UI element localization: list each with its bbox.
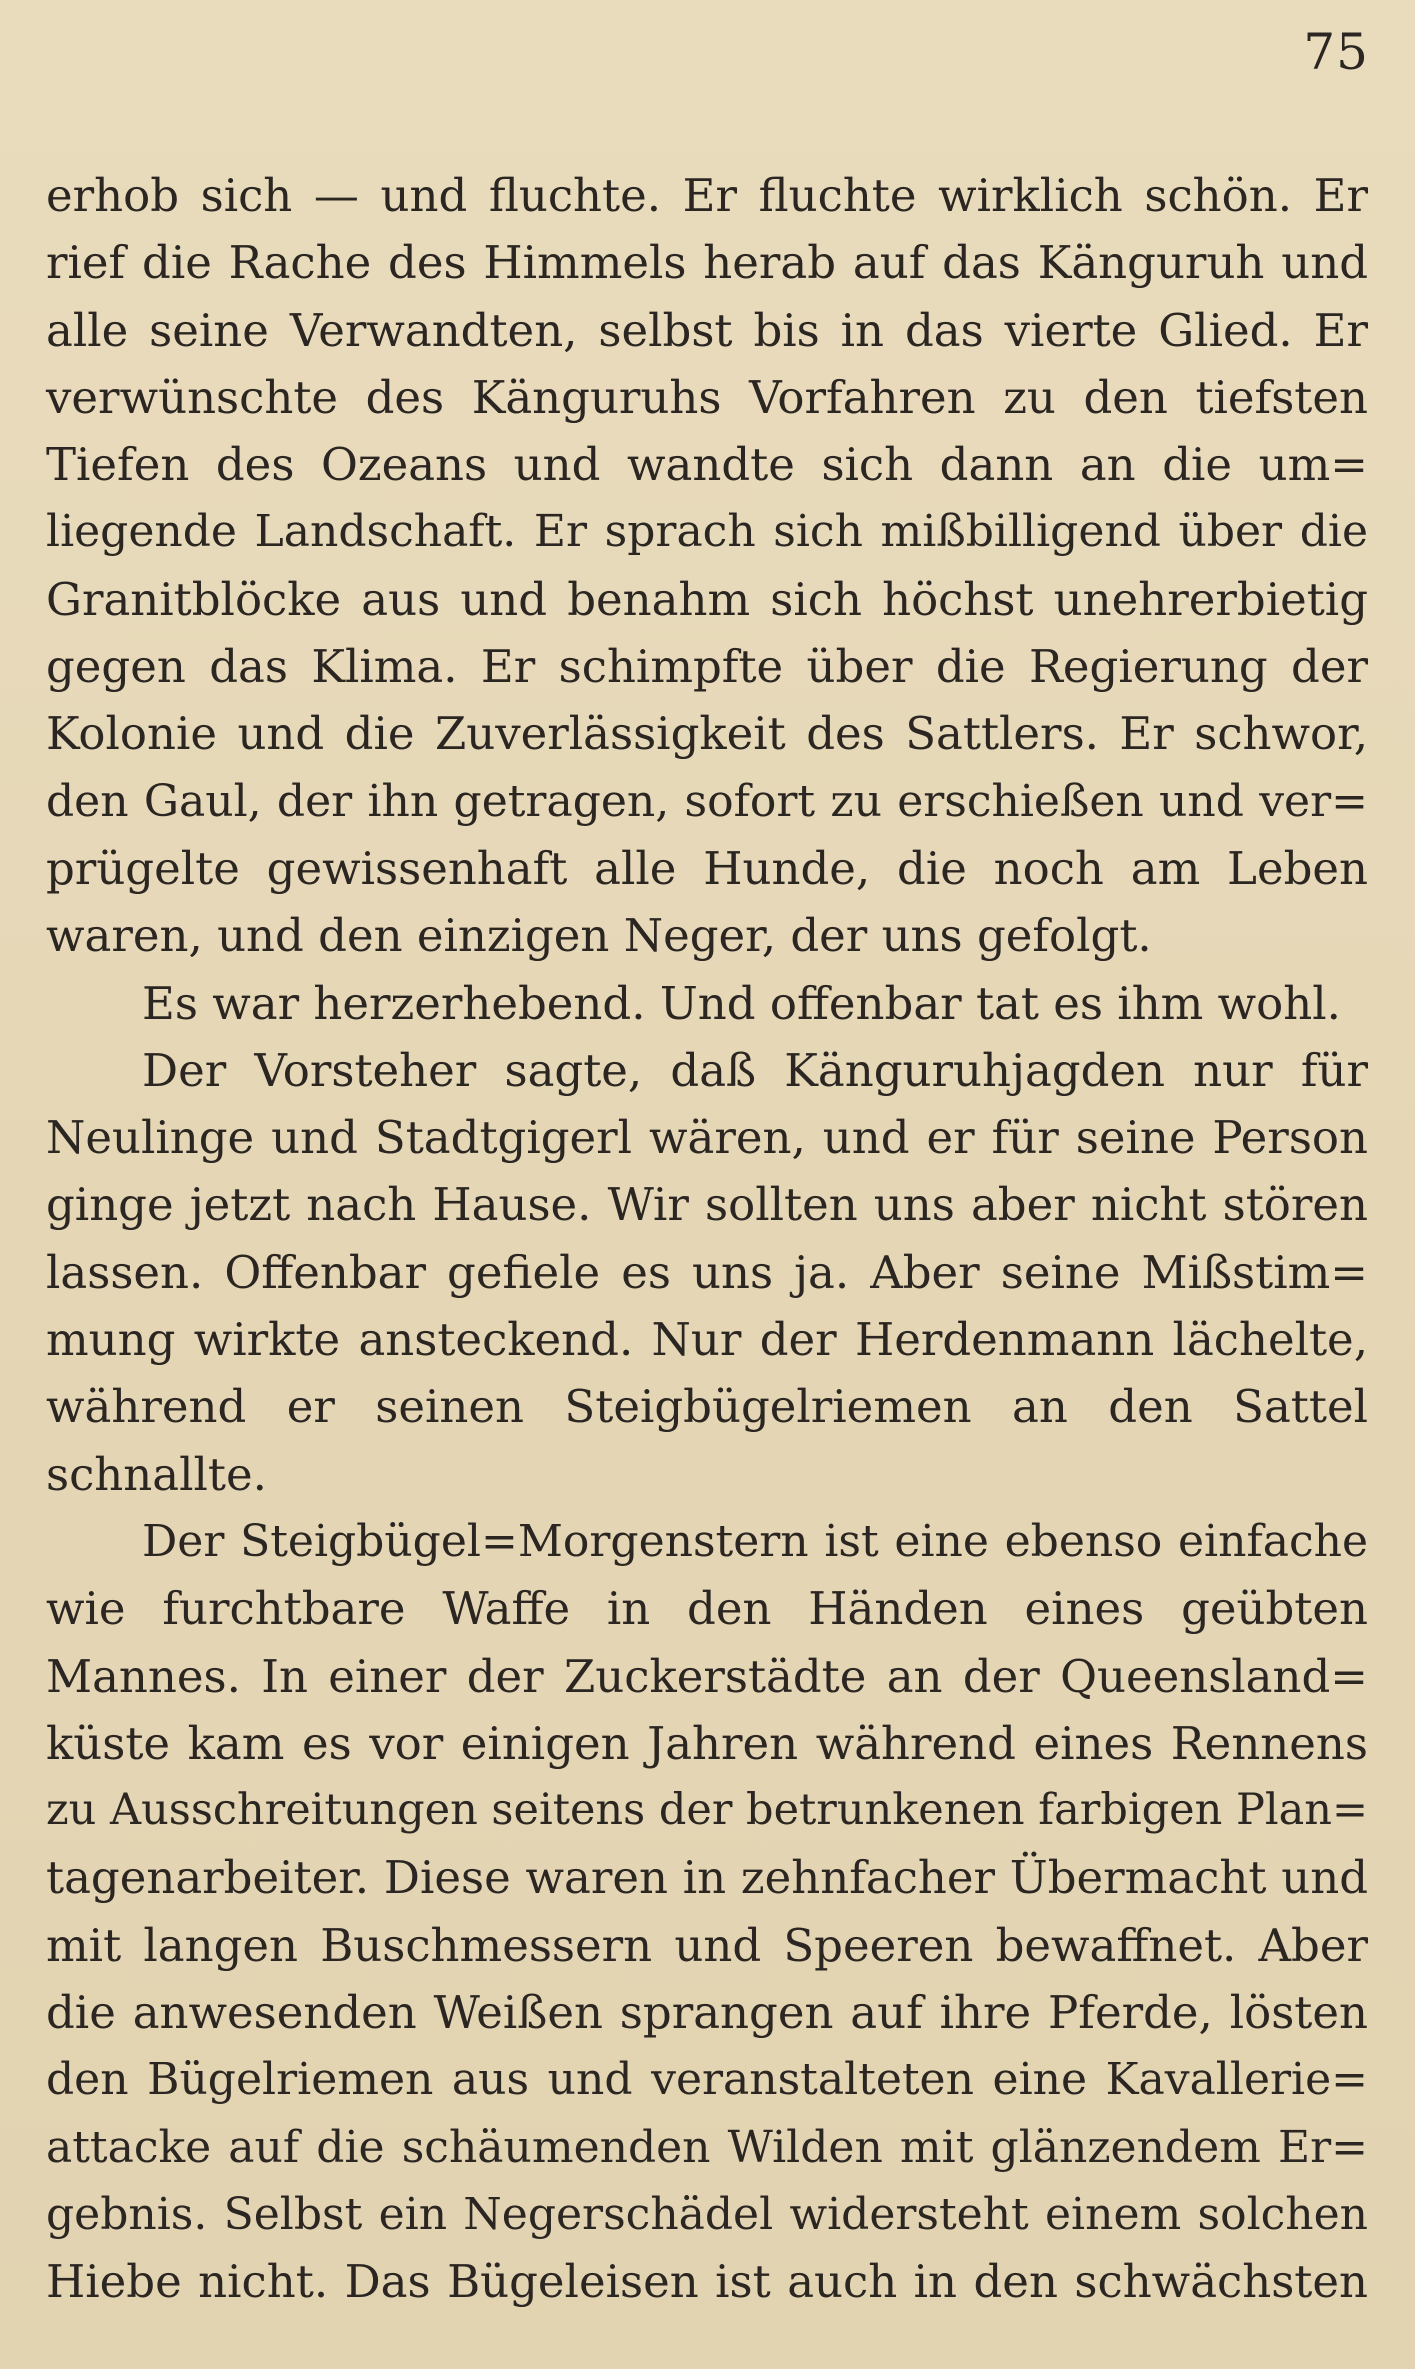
text-line: liegende Landschaft. Er sprach sich mißbilligend über die bbox=[46, 506, 1368, 558]
text-line: schnallte. bbox=[46, 1447, 267, 1501]
text-line: Hiebe nicht. Das Bügeleisen ist auch in den schwächsten bbox=[46, 2255, 1368, 2309]
text-line: ginge jetzt nach Hause. Wir sollten uns aber nicht stören bbox=[46, 1178, 1368, 1232]
text-line: prügelte gewissenhaft alle Hunde, die noch am Leben bbox=[46, 841, 1368, 895]
text-line: den Bügelriemen aus und veranstalteten eine Kavallerie= bbox=[46, 2054, 1368, 2106]
paragraph-start-line: Es war herzerhebend. Und offenbar tat es ihm wohl. bbox=[142, 976, 1341, 1030]
text-line: tagenarbeiter. Diese waren in zehnfacher Übermacht und bbox=[46, 1851, 1368, 1905]
text-line: lassen. Offenbar gefiele es uns ja. Aber seine Mißstim= bbox=[46, 1245, 1368, 1299]
paragraph-start-line: Der Vorsteher sagte, daß Känguruhjagden nur für bbox=[142, 1043, 1368, 1097]
text-line: wie furchtbare Waffe in den Händen eines geübten bbox=[46, 1582, 1368, 1636]
text-line: rief die Rache des Himmels herab auf das Känguruh und bbox=[46, 236, 1368, 290]
text-line: Kolonie und die Zuverlässigkeit des Sattlers. Er schwor, bbox=[46, 707, 1368, 761]
text-line: erhob sich — und fluchte. Er fluchte wirklich schön. Er bbox=[46, 169, 1368, 222]
text-line: küste kam es vor einigen Jahren während eines Rennens bbox=[46, 1716, 1368, 1770]
text-line: zu Ausschreitungen seitens der betrunkenen farbigen Plan= bbox=[46, 1785, 1369, 1836]
text-line: verwünschte des Känguruhs Vorfahren zu den tiefsten bbox=[46, 370, 1368, 424]
text-line: Mannes. In einer der Zuckerstädte an der Queensland= bbox=[46, 1649, 1368, 1703]
text-line: alle seine Verwandten, selbst bis in das vierte Glied. Er bbox=[46, 303, 1368, 357]
text-line: den Gaul, der ihn getragen, sofort zu erschießen und ver= bbox=[46, 775, 1368, 827]
text-line: Tiefen des Ozeans und wandte sich dann an die um= bbox=[46, 438, 1368, 492]
paragraph-start-line: Der Steigbügel=Morgenstern ist eine ebenso einfache bbox=[142, 1515, 1368, 1567]
text-line: gegen das Klima. Er schimpfte über die Regierung der bbox=[46, 640, 1368, 694]
text-line: Neulinge und Stadtgigerl wären, und er für seine Person bbox=[46, 1111, 1368, 1165]
text-line: während er seinen Steigbügelriemen an den Sattel bbox=[46, 1380, 1368, 1434]
text-line: mit langen Buschmessern und Speeren bewaffnet. Aber bbox=[46, 1918, 1368, 1972]
page-number: 75 bbox=[1303, 23, 1369, 81]
text-line: waren, und den einzigen Neger, der uns gefolgt. bbox=[46, 909, 1152, 963]
text-line: die anwesenden Weißen sprangen auf ihre Pferde, lösten bbox=[46, 1986, 1368, 2040]
text-line: Granitblöcke aus und benahm sich höchst unehrerbietig bbox=[46, 572, 1368, 626]
body-text bbox=[46, 162, 1368, 2316]
text-line: attacke auf die schäumenden Wilden mit glänzendem Er= bbox=[46, 2121, 1368, 2173]
text-line: mung wirkte ansteckend. Nur der Herdenmann lächelte, bbox=[46, 1313, 1368, 1367]
text-line: gebnis. Selbst ein Negerschädel widersteht einem solchen bbox=[46, 2188, 1368, 2240]
